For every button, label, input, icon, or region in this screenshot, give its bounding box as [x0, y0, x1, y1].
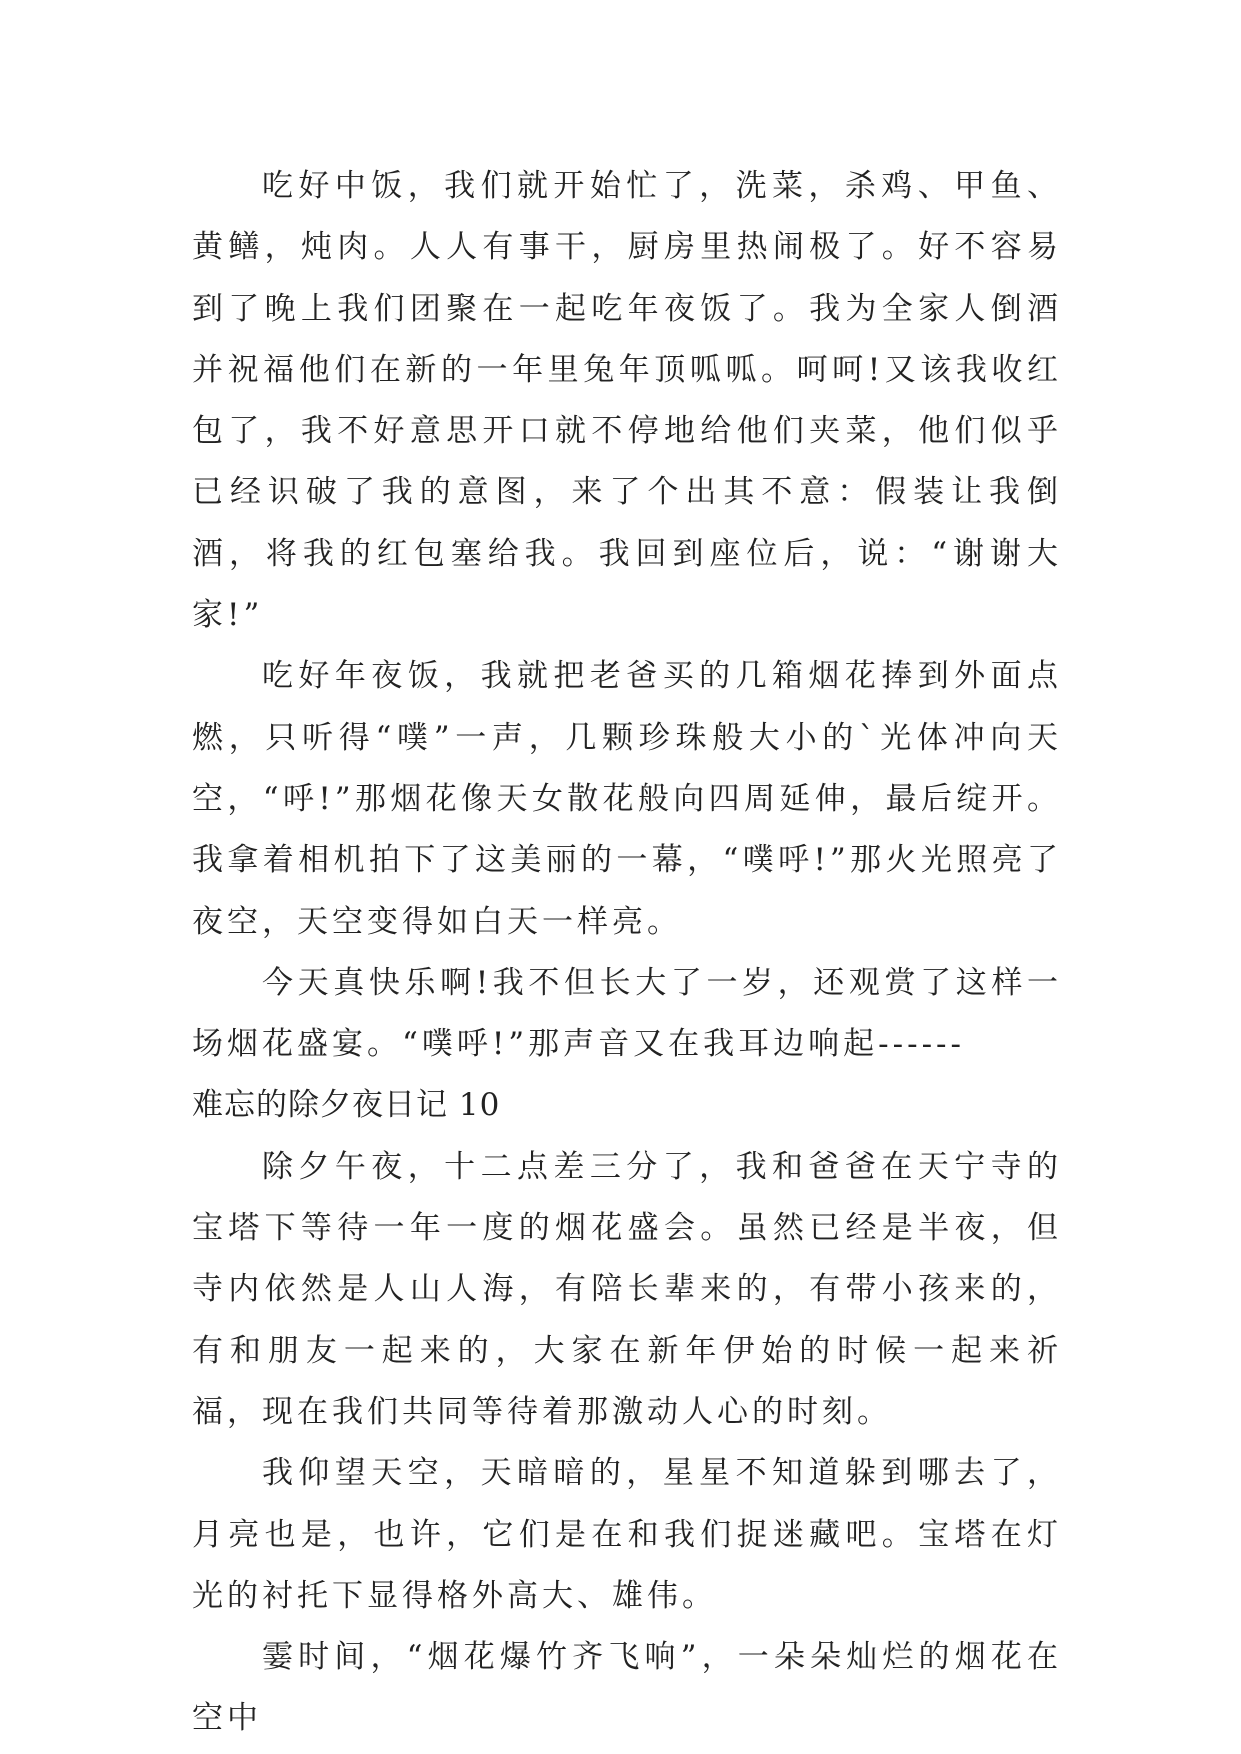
paragraph-happy-day: 今天真快乐啊!我不但长大了一岁，还观赏了这样一场烟花盛宴。“噗呼!”那声音又在我耳边响起------ — [192, 964, 1062, 1063]
paragraph-fireworks-burst: 霎时间，“烟花爆竹齐飞响”，一朵朵灿烂的烟花在空中 — [192, 1639, 1062, 1737]
document-page — [192, 156, 1062, 1750]
diary-heading: 难忘的除夕夜日记 10 — [192, 1087, 501, 1124]
paragraph-night-sky: 我仰望天空，天暗暗的，星星不知道躲到哪去了，月亮也是，也许，它们是在和我们捉迷藏吧。宝塔在灯光的衬托下显得格外高大、雄伟。 — [192, 1455, 1062, 1614]
paragraph-fireworks-lighting: 吃好年夜饭，我就把老爸买的几箱烟花捧到外面点燃，只听得“噗”一声，几颗珍珠般大小的`光体冲向天空，“呼!”那烟花像天女散花般向四周延伸，最后绽开。我拿着相机拍下了这美丽的一幕，“噗呼!”那火光照亮了夜空，天空变得如白天一样亮。 — [192, 658, 1062, 940]
paragraph-dinner-preparation: 吃好中饭，我们就开始忙了，洗菜，杀鸡、甲鱼、黄鳝，炖肉。人人有事干，厨房里热闹极了。好不容易到了晚上我们团聚在一起吃年夜饭了。我为全家人倒酒并祝福他们在新的一年里兔年顶呱呱。呵呵!又该我收红包了，我不好意思开口就不停地给他们夹菜，他们似乎已经识破了我的意图，来了个出其不意：假装让我倒酒，将我的红包塞给我。我回到座位后，说：“谢谢大家!” — [192, 168, 1062, 634]
paragraph-midnight-temple: 除夕午夜，十二点差三分了，我和爸爸在天宁寺的宝塔下等待一年一度的烟花盛会。虽然已经是半夜，但寺内依然是人山人海，有陪长辈来的，有带小孩来的，有和朋友一起来的，大家在新年伊始的时候一起来祈福，现在我们共同等待着那激动人心的时刻。 — [192, 1148, 1062, 1430]
